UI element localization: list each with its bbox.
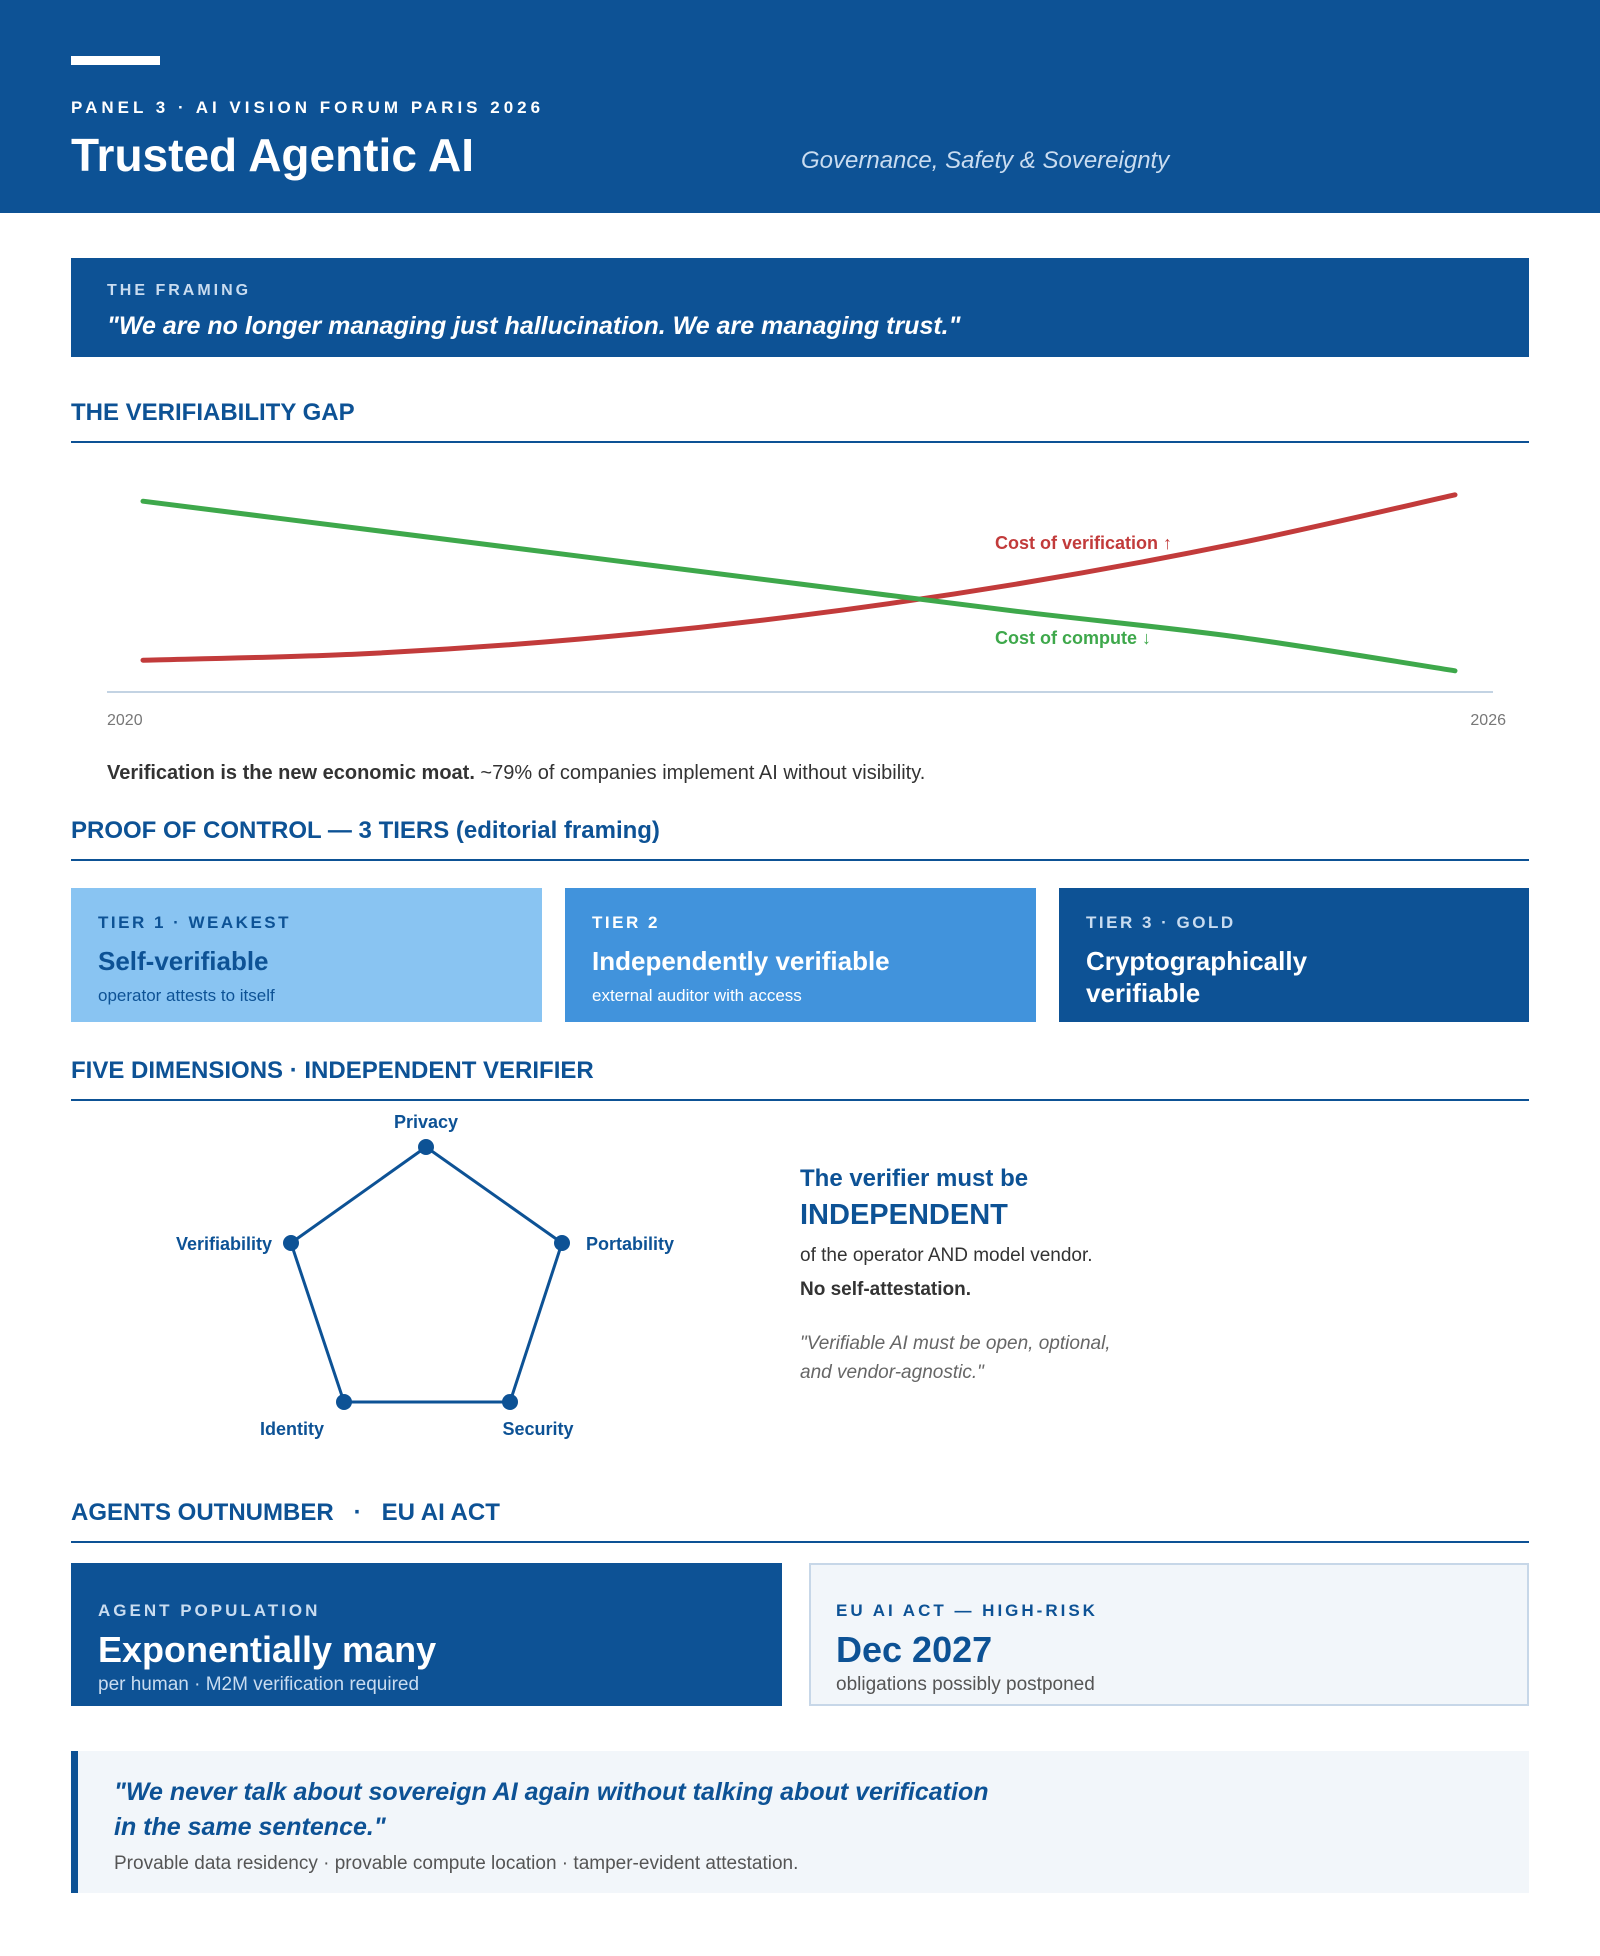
radar-node-verifiability xyxy=(283,1235,299,1251)
chart-series-line-verification xyxy=(143,495,1455,660)
section-title-agents-text: AGENTS OUTNUMBER · EU AI ACT xyxy=(71,1499,500,1526)
radar-node-security xyxy=(502,1394,518,1410)
moat-rest: ~79% of companies implement AI without visibility. xyxy=(474,762,926,784)
verifier-keyword: INDEPENDENT xyxy=(800,1199,1008,1231)
agent-population-card xyxy=(71,1563,782,1706)
radar-pentagon xyxy=(291,1147,562,1402)
header-accent-bar xyxy=(71,56,160,65)
moat-statement xyxy=(107,762,925,785)
tier-subtitle: operator attests to itself xyxy=(98,986,275,1005)
section-title-tiers: PROOF OF CONTROL — 3 TIERS (editorial framing) xyxy=(71,817,1529,861)
closing-quote: "We never talk about sovereign AI again without talking about verification in the same sentence." xyxy=(114,1778,989,1841)
tier-card-3 xyxy=(1059,888,1529,1022)
chart-series-line-compute xyxy=(143,501,1455,671)
verifier-rule: No self-attestation. xyxy=(800,1279,972,1300)
series-label-compute: Cost of compute ↓ xyxy=(995,628,1151,648)
radar-axis-security: Security xyxy=(502,1419,574,1439)
radar-node-identity xyxy=(336,1394,352,1410)
tier-label: TIER 2 xyxy=(592,913,660,932)
x-tick-label-start: 2020 xyxy=(107,712,143,729)
closing-footer: Provable data residency · provable compute location · tamper-evident attestation. xyxy=(114,1853,799,1874)
card-value: Exponentially many xyxy=(98,1629,437,1670)
five-dimensions-radar xyxy=(71,1100,771,1460)
radar-axis-privacy: Privacy xyxy=(393,1112,459,1132)
radar-node-portability xyxy=(554,1235,570,1251)
framing-box xyxy=(71,258,1529,357)
tier-title: Cryptographically verifiable xyxy=(1086,946,1308,1008)
verifier-detail: of the operator AND model vendor. xyxy=(800,1245,1093,1266)
tier-title: Independently verifiable xyxy=(592,946,890,976)
x-tick-label-end: 2026 xyxy=(1470,712,1506,729)
tier-label: TIER 3 · GOLD xyxy=(1086,913,1236,932)
card-value: Dec 2027 xyxy=(836,1629,993,1670)
radar-axis-identity: Identity xyxy=(259,1419,325,1439)
card-label: AGENT POPULATION xyxy=(98,1601,321,1620)
chart-svg xyxy=(71,460,1529,740)
verifier-heading: The verifier must be xyxy=(800,1165,1029,1192)
section-title-agents xyxy=(71,1499,1529,1543)
framing-label: THE FRAMING xyxy=(107,282,252,299)
header-eyebrow: PANEL 3 · AI VISION FORUM PARIS 2026 xyxy=(71,98,545,117)
tier-card-1 xyxy=(71,888,542,1022)
card-subtext: per human · M2M verification required xyxy=(98,1674,420,1695)
section-title-dimensions: FIVE DIMENSIONS · INDEPENDENT VERIFIER xyxy=(71,1057,1529,1101)
radar-axis-portability: Portability xyxy=(586,1234,675,1254)
verifier-quote: "Verifiable AI must be open, optional, and vendor-agnostic." xyxy=(800,1333,1111,1383)
tier-title: Self-verifiable xyxy=(98,946,269,976)
page-title: Trusted Agentic AI xyxy=(71,129,474,181)
card-subtext: obligations possibly postponed xyxy=(836,1674,1095,1695)
tier-card-2 xyxy=(565,888,1036,1022)
framing-quote: "We are no longer managing just hallucination. We are managing trust." xyxy=(107,312,961,340)
verifier-panel xyxy=(800,1165,1500,1387)
radar-svg xyxy=(71,1100,771,1460)
radar-axis-verifiability: Verifiability xyxy=(175,1234,272,1254)
tier-subtitle: external auditor with access xyxy=(592,986,802,1005)
page-subtitle: Governance, Safety & Sovereignty xyxy=(801,147,1170,174)
section-title-gap: THE VERIFIABILITY GAP xyxy=(71,399,1529,443)
header-banner xyxy=(0,0,1600,213)
verifiability-gap-chart xyxy=(71,460,1529,740)
card-label: EU AI ACT — HIGH-RISK xyxy=(836,1601,1098,1620)
radar-node-privacy xyxy=(418,1139,434,1155)
eu-ai-act-card xyxy=(809,1563,1529,1706)
series-label-verification: Cost of verification ↑ xyxy=(995,533,1173,553)
chart-series-group xyxy=(143,495,1455,671)
moat-bold: Verification is the new economic moat. xyxy=(107,762,475,784)
closing-quote-box xyxy=(71,1751,1529,1893)
tier-label: TIER 1 · WEAKEST xyxy=(98,913,292,932)
